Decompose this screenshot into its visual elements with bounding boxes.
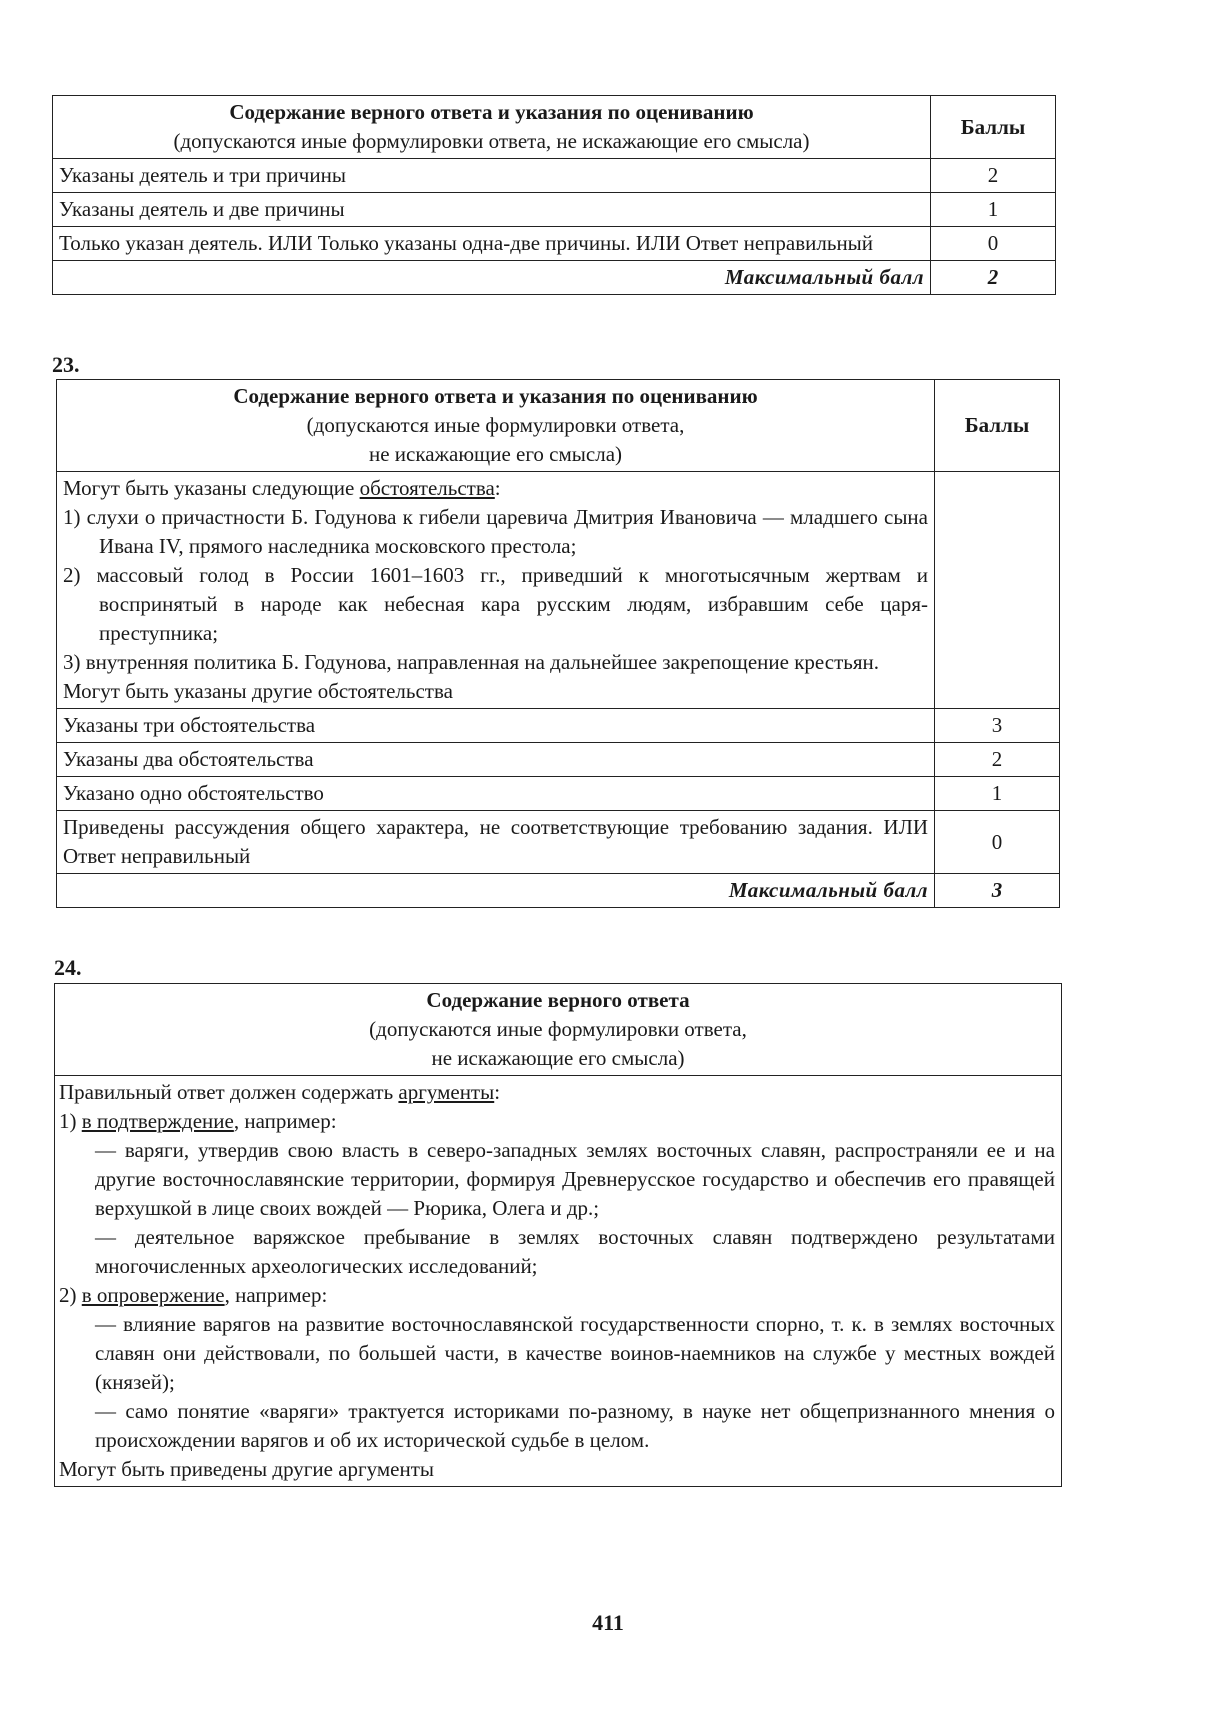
scoring-table-23 bbox=[56, 379, 1060, 908]
table-header-row bbox=[55, 984, 1062, 1076]
argument-item: — варяги, утвердив свою власть в северо-западных землях восточных славян, распространяли ее и на другие восточнославянские территории, формируя Древнерусское государство и обеспечив его правящей верхушкой в лице своих вождей — Рюрика, Олега и др.; bbox=[95, 1138, 1055, 1220]
points-value: 1 bbox=[935, 777, 1060, 811]
argument-item: — само понятие «варяги» трактуется историками по-разному, в науке нет общепризнанного мнения о происхождении варягов и об их исторической судьбе в целом. bbox=[95, 1399, 1055, 1452]
table-row bbox=[57, 811, 1060, 874]
header-subtitle: (допускаются иные формулировки ответа, не искажающие его смысла) bbox=[173, 129, 810, 153]
question-number-24: 24. bbox=[54, 955, 82, 980]
underlined-term: в опровержение bbox=[81, 1283, 225, 1307]
answer-content-row bbox=[55, 1076, 1062, 1487]
points-value: 3 bbox=[935, 709, 1060, 743]
criterion-text: Указаны деятель и три причины bbox=[53, 159, 931, 193]
answer-content-cell bbox=[55, 1076, 1062, 1487]
header-title: Содержание верного ответа и указания по оцениванию bbox=[233, 384, 758, 408]
max-score-value: 3 bbox=[935, 874, 1060, 908]
points-empty-cell bbox=[935, 472, 1060, 709]
answer-outro: Могут быть указаны другие обстоятельства bbox=[63, 679, 453, 703]
argument-group-support: 1) в подтверждение, например: bbox=[59, 1109, 337, 1133]
criterion-text: Указаны три обстоятельства bbox=[57, 709, 935, 743]
underlined-term: аргументы bbox=[398, 1080, 495, 1104]
table-header-row bbox=[53, 96, 1056, 159]
answer-content-row bbox=[57, 472, 1060, 709]
criterion-text: Только указан деятель. ИЛИ Только указаны одна-две причины. ИЛИ Ответ неправильный bbox=[53, 227, 931, 261]
content-header-cell bbox=[57, 380, 935, 472]
criterion-text: Указаны деятель и две причины bbox=[53, 193, 931, 227]
header-title: Содержание верного ответа bbox=[426, 988, 690, 1012]
list-item: 3) внутренняя политика Б. Годунова, направленная на дальнейшее закрепощение крестьян. bbox=[63, 650, 879, 674]
table-row bbox=[57, 709, 1060, 743]
points-header: Баллы bbox=[935, 380, 1060, 472]
points-value: 0 bbox=[931, 227, 1056, 261]
header-title: Содержание верного ответа и указания по оцениванию bbox=[229, 100, 754, 124]
header-subtitle-line1: (допускаются иные формулировки ответа, bbox=[369, 1017, 747, 1041]
answer-intro: Правильный ответ должен содержать аргументы: bbox=[59, 1080, 501, 1104]
table-row bbox=[53, 227, 1056, 261]
underlined-term: обстоятельства bbox=[359, 476, 495, 500]
answer-table-24 bbox=[54, 983, 1062, 1487]
points-value: 2 bbox=[931, 159, 1056, 193]
points-header: Баллы bbox=[931, 96, 1056, 159]
table-row bbox=[53, 159, 1056, 193]
answer-outro: Могут быть приведены другие аргументы bbox=[59, 1457, 435, 1481]
header-subtitle-line2: не искажающие его смысла) bbox=[431, 1046, 685, 1070]
criterion-text: Указано одно обстоятельство bbox=[57, 777, 935, 811]
max-score-label: Максимальный балл bbox=[57, 874, 935, 908]
argument-group-refute: 2) в опровержение, например: bbox=[59, 1283, 328, 1307]
criterion-text: Приведены рассуждения общего характера, не соответствующие требованию задания. ИЛИ Ответ неправильный bbox=[57, 811, 935, 874]
question-number-23: 23. bbox=[52, 352, 80, 377]
header-subtitle-line1: (допускаются иные формулировки ответа, bbox=[306, 413, 685, 437]
answer-content-cell bbox=[57, 472, 935, 709]
criterion-text: Указаны два обстоятельства bbox=[57, 743, 935, 777]
points-value: 2 bbox=[935, 743, 1060, 777]
max-score-label: Максимальный балл bbox=[53, 261, 931, 295]
table-header-row bbox=[57, 380, 1060, 472]
list-item: 1) слухи о причастности Б. Годунова к гибели царевича Дмитрия Ивановича — младшего сына Ивана IV, прямого наследника московского престола; bbox=[63, 505, 928, 558]
table-row bbox=[57, 777, 1060, 811]
points-value: 1 bbox=[931, 193, 1056, 227]
argument-item: — деятельное варяжское пребывание в землях восточных славян подтверждено результатами многочисленных археологических исследований; bbox=[95, 1225, 1055, 1278]
underlined-term: в подтверждение bbox=[81, 1109, 234, 1133]
argument-item: — влияние варягов на развитие восточнославянской государственности спорно, т. к. в землях восточных славян они действовали, по большей части, в качестве воинов-наемников на службе у местных вождей (князей); bbox=[95, 1312, 1055, 1394]
scoring-table-22 bbox=[52, 95, 1056, 295]
max-score-row bbox=[53, 261, 1056, 295]
page-number: 411 bbox=[592, 1610, 624, 1635]
table-row bbox=[53, 193, 1056, 227]
max-score-row bbox=[57, 874, 1060, 908]
points-value: 0 bbox=[935, 811, 1060, 874]
header-subtitle-line2: не искажающие его смысла) bbox=[368, 442, 623, 466]
content-header-cell bbox=[53, 96, 931, 159]
answer-intro: Могут быть указаны следующие обстоятельства: bbox=[63, 476, 501, 500]
content-header-cell bbox=[55, 984, 1062, 1076]
max-score-value: 2 bbox=[931, 261, 1056, 295]
table-row bbox=[57, 743, 1060, 777]
list-item: 2) массовый голод в России 1601–1603 гг., приведший к многотысячным жертвам и воспринятый в народе как небесная кара русским людям, избравшим себе царя-преступника; bbox=[63, 563, 928, 645]
